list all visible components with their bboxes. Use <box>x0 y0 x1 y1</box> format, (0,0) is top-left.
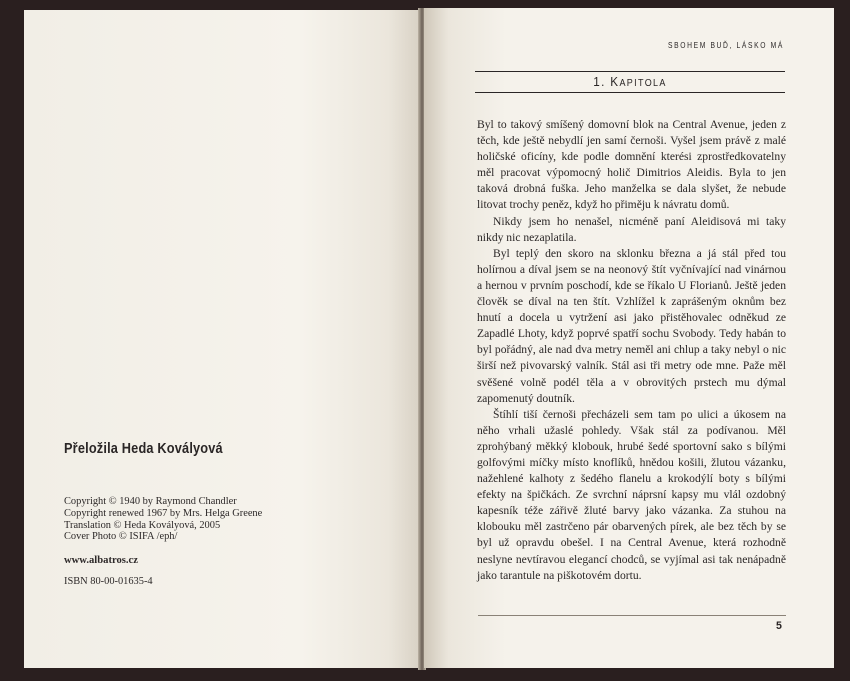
chapter-number: 1. <box>593 74 606 89</box>
chapter-rule-bottom <box>475 92 785 93</box>
page-number: 5 <box>776 620 782 632</box>
paragraph: Byl to takový smíšený domovní blok na Central Avenue, jeden z těch, kde ještě nebydlí jen samí černoši. Vyšel jsem právě z malé holičské oficíny, kde podle domnění kterési zprostředkovatelny měl pracovat výpomocný holič Dimitrios Aleidis. Byla to jen taková drobná fuška. Jeho manželka se dala slyšet, že nebude litovat trochy peněz, když ho přiměju k návratu domů. <box>477 118 786 212</box>
copyright-line: Cover Photo © ISIFA /eph/ <box>64 531 178 543</box>
paragraph: Byl teplý den skoro na sklonku března a já stál před tou holírnou a díval jsem se na neonový štít vyčnívající nad vinárnou a hernou v prvním poschodí, kde se říkalo U Florianů. Ještě jeden člověk se díval na ten štít. Vzhlížel k zaprášeným oknům bez hnutí a docela u vytržení asi jako přistěhovalec odněkud ze Zapadlé Lhoty, když poprvé spatří sochu Svobody. Tedy habán to byl pořádný, ale nad dva metry neměl ani chlup a taky nebyl o nic širší než pivovarský valník. Stál asi tři metry ode mne. Paže měl svěšené volně podél těla a v obrovitých prstech mu dýmal zapomenutý doutník. <box>477 246 786 405</box>
chapter-word: APITOLA <box>619 78 667 89</box>
copyright-line: Copyright renewed 1967 by Mrs. Helga Greene <box>64 507 263 519</box>
footer-rule <box>478 615 786 616</box>
paragraph: Nikdy jsem ho nenašel, nicméně paní Aleidisová mi taky nikdy nic nezaplatila. <box>477 214 786 244</box>
publisher-website: www.albatros.cz <box>64 555 138 566</box>
isbn: ISBN 80-00-01635-4 <box>64 576 153 587</box>
chapter-initial: K <box>610 74 620 89</box>
chapter-rule-top <box>475 71 785 72</box>
running-header: SBOHEM BUĎ, LÁSKO MÁ <box>667 41 784 50</box>
chapter-body <box>477 117 786 584</box>
left-page <box>24 10 420 668</box>
paragraph: Štíhlí tiší černoši přecházeli sem tam po ulici a úkosem na něho vrhali užaslé pohledy. Však stál za podívanou. Měl zprohýbaný měkký klobouk, hrubé šedé sportovní sako s bílými golfovými míčky místo knoflíků, hnědou košili, žlutou vázanku, nažehlené kalhoty z šedého flanelu a krokodýlí boty s bílými efekty na špičkách. Ze svrchní náprsní kapsy mu vlál ozdobný kapesník téže zářivě žluté barvy jako vázanka. Za stuhou na klobouku měl zastrčeno pár obarvených pírek, ale bez těch by se byl už opravdu obešel. I na Central Avenue, která rozhodně neslyne nevtíravou elegancí chodců, se vyjímal asi tak nenápadně jako tarantule na piškotovém dortu. <box>477 407 786 582</box>
copyright-line: Copyright © 1940 by Raymond Chandler <box>64 496 237 507</box>
copyright-line: Translation © Heda Kovályová, 2005 <box>64 519 221 531</box>
chapter-title <box>491 74 770 89</box>
translator-credit: Přeložila Heda Kovályová <box>64 441 223 457</box>
copyright-block <box>64 496 262 543</box>
